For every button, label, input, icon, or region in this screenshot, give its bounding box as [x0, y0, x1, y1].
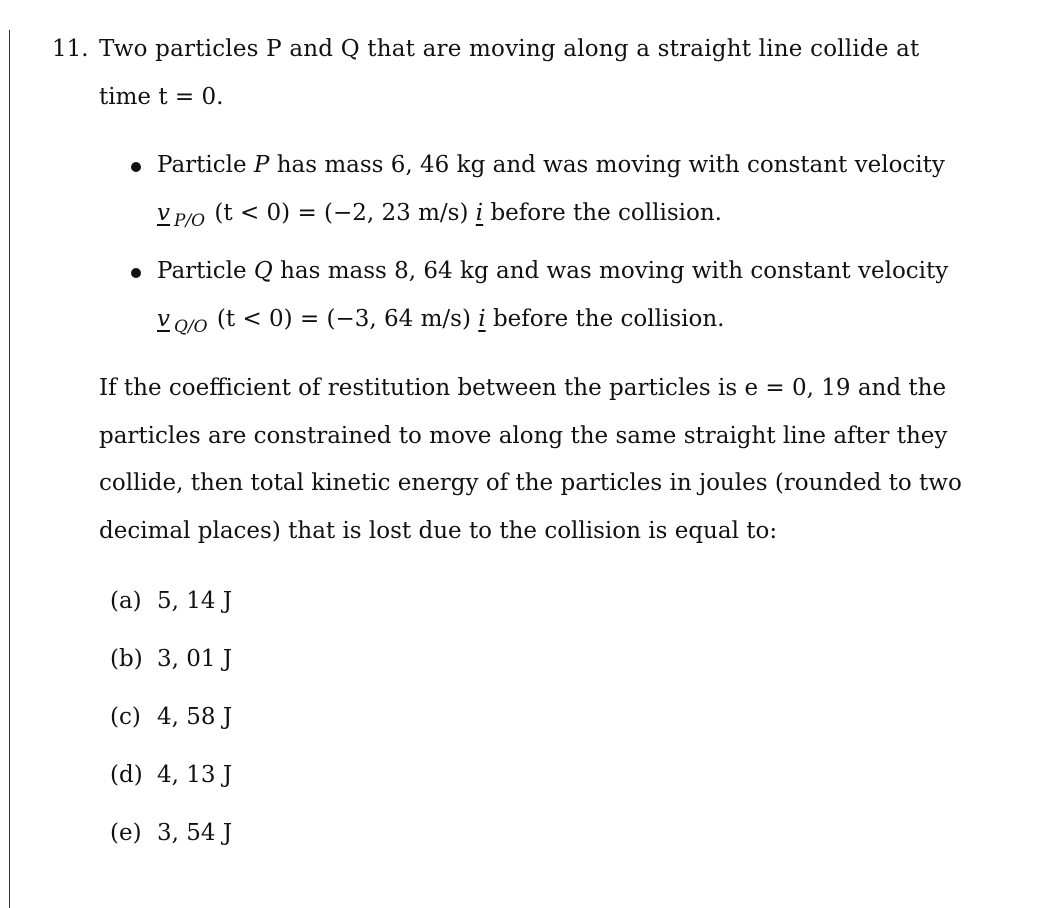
option-c-label: (c) [110, 704, 141, 730]
particle-q-line-2 [157, 304, 724, 336]
option-b-value: 3, 01 J [157, 646, 233, 672]
particle-p-line-2 [157, 198, 722, 230]
option-e-label: (e) [110, 820, 142, 846]
body-line-2 [99, 421, 950, 451]
unit-vector-i-q: i [478, 306, 486, 332]
velocity-subscript-p: P/O [174, 211, 206, 231]
particle-q-mass-text: has mass 8, 64 kg and was moving with constant velocity [280, 258, 949, 284]
option-a-label: (a) [110, 588, 142, 614]
particle-p-prefix: Particle [157, 152, 247, 178]
velocity-value-q: (t < 0) = (−3, 64 m/s) [216, 306, 471, 332]
particle-q-name: Q [253, 258, 273, 284]
velocity-subscript-q: Q/O [174, 317, 208, 337]
question-stem-line-2 [99, 82, 223, 112]
particle-q-line-1 [157, 256, 948, 286]
body-line-3-text: collide, then total kinetic energy of the particles in joules (rounded to two [99, 470, 962, 496]
question-number-text: 11. [52, 36, 89, 62]
particle-p-mass-text: has mass 6, 46 kg and was moving with constant velocity [276, 152, 945, 178]
body-line-3 [99, 468, 962, 498]
stem-line-2-text: time t = 0. [99, 84, 224, 110]
body-line-4 [99, 516, 777, 546]
velocity-vector-symbol-p: v [157, 200, 170, 226]
option-e-value: 3, 54 J [157, 820, 233, 846]
body-line-2-text: particles are constrained to move along the same straight line after they [99, 423, 948, 449]
stem-line-1-text: Two particles P and Q that are moving along a straight line collide at [99, 36, 920, 62]
particle-q-tail: before the collision. [492, 306, 725, 332]
particle-p-line-1 [157, 150, 945, 180]
question-number [52, 34, 89, 64]
body-line-4-text: decimal places) that is lost due to the collision is equal to: [99, 518, 778, 544]
particle-p-tail: before the collision. [490, 200, 722, 226]
bullet-particle-p [131, 162, 141, 172]
particle-p-name: P [253, 152, 270, 178]
option-a-value: 5, 14 J [157, 588, 233, 614]
option-b-label: (b) [110, 646, 143, 672]
bullet-particle-q [131, 268, 141, 278]
question-stem-line-1 [99, 34, 950, 64]
option-d-value: 4, 13 J [157, 762, 233, 788]
body-line-1 [99, 373, 950, 403]
velocity-value-p: (t < 0) = (−2, 23 m/s) [214, 200, 469, 226]
option-d-label: (d) [110, 762, 143, 788]
option-c-value: 4, 58 J [157, 704, 233, 730]
particle-q-prefix: Particle [157, 258, 247, 284]
velocity-vector-symbol-q: v [157, 306, 170, 332]
unit-vector-i-p: i [475, 200, 484, 226]
body-line-1-text: If the coefficient of restitution between the particles is e = 0, 19 and the [99, 375, 947, 401]
